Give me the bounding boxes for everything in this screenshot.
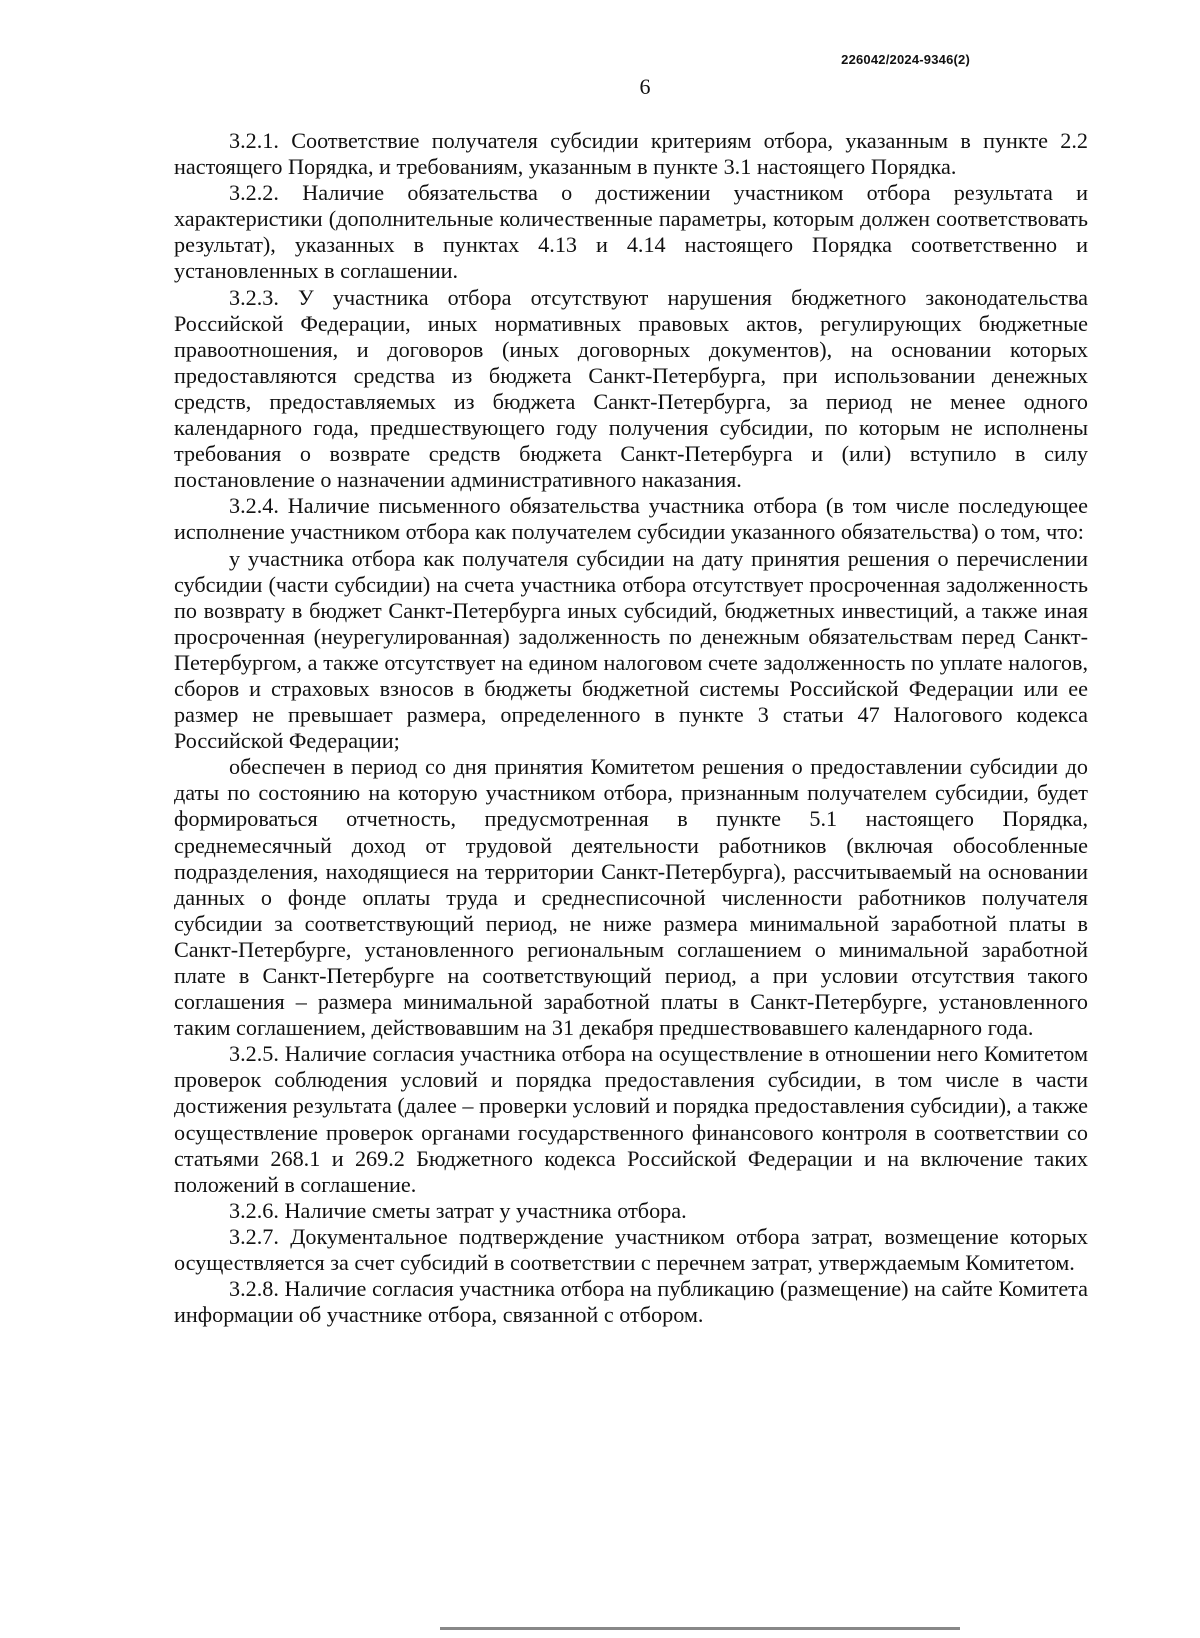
paragraph-3-2-3: 3.2.3. У участника отбора отсутствуют нарушения бюджетного законодательства Российской Федерации, иных нормативных правовых актов, регулирующих бюджетные правоотношения, и договоров (иных договорных документов), на основании которых предоставляются средства из бюджета Санкт-Петербурга, при использовании денежных средств, предоставляемых из бюджета Санкт-Петербурга, за период не менее одного календарного года, предшествующего году получения субсидии, по которым не исполнены требования о возврате средств бюджета Санкт-Петербурга и (или) вступило в силу постановление о назначении административного наказания. xyxy=(174,284,1088,493)
paragraph-3-2-4-item-2: обеспечен в период со дня принятия Комитетом решения о предоставлении субсидии до даты по состоянию на которую участником отбора, признанным получателем субсидии, будет формироваться отчетность, предусмотренная в пункте 5.1 настоящего Порядка, среднемесячный доход от трудовой деятельности работников (включая обособленные подразделения, находящиеся на территории Санкт-Петербурга), рассчитываемый на основании данных о фонде оплаты труда и среднесписочной численности работников получателя субсидии за соответствующий период, не ниже размера минимальной заработной платы в Санкт-Петербурге, установленного региональным соглашением о минимальной заработной плате в Санкт-Петербурге на соответствующий период, а при условии отсутствия такого соглашения – размера минимальной заработной платы в Санкт-Петербурге, установленного таким соглашением, действовавшим на 31 декабря предшествовавшего календарного года. xyxy=(174,754,1088,1041)
paragraph-3-2-5: 3.2.5. Наличие согласия участника отбора на осуществление в отношении него Комитетом проверок соблюдения условий и порядка предоставления субсидии, в том числе в части достижения результата (далее – проверки условий и порядка предоставления субсидии), а также осуществление проверок органами государственного финансового контроля в соответствии со статьями 268.1 и 269.2 Бюджетного кодекса Российской Федерации и на включение таких положений в соглашение. xyxy=(174,1041,1088,1197)
paragraph-3-2-4: 3.2.4. Наличие письменного обязательства участника отбора (в том числе последующее исполнение участником отбора как получателем субсидии указанного обязательства) о том, что: xyxy=(174,493,1088,545)
document-body xyxy=(174,128,1088,1328)
paragraph-3-2-8: 3.2.8. Наличие согласия участника отбора на публикацию (размещение) на сайте Комитета информации об участнике отбора, связанной с отбором. xyxy=(174,1276,1088,1328)
document-registration-number: 226042/2024-9346(2) xyxy=(841,52,970,67)
paragraph-3-2-6: 3.2.6. Наличие сметы затрат у участника отбора. xyxy=(229,1197,687,1223)
page-number: 6 xyxy=(639,74,651,99)
paragraph-3-2-4-item-1: у участника отбора как получателя субсидии на дату принятия решения о перечислении субсидии (части субсидии) на счета участника отбора отсутствует просроченная задолженность по возврату в бюджет Санкт-Петербурга иных субсидий, бюджетных инвестиций, а также иная просроченная (неурегулированная) задолженность по денежным обязательствам перед Санкт-Петербургом, а также отсутствует на едином налоговом счете задолженность по уплате налогов, сборов и страховых взносов в бюджеты бюджетной системы Российской Федерации или ее размер не превышает размера, определенного в пункте 3 статьи 47 Налогового кодекса Российской Федерации; xyxy=(174,545,1088,754)
paragraph-3-2-2: 3.2.2. Наличие обязательства о достижении участником отбора результата и характеристики (дополнительные количественные параметры, которым должен соответствовать результат), указанных в пунктах 4.13 и 4.14 настоящего Порядка соответственно и установленных в соглашении. xyxy=(174,180,1088,284)
paragraph-3-2-1: 3.2.1. Соответствие получателя субсидии критериям отбора, указанным в пункте 2.2 настоящего Порядка, и требованиям, указанным в пункте 3.1 настоящего Порядка. xyxy=(174,128,1088,180)
scan-edge-line xyxy=(440,1627,960,1630)
paragraph-3-2-7: 3.2.7. Документальное подтверждение участником отбора затрат, возмещение которых осуществляется за счет субсидий в соответствии с перечнем затрат, утверждаемым Комитетом. xyxy=(174,1223,1088,1276)
